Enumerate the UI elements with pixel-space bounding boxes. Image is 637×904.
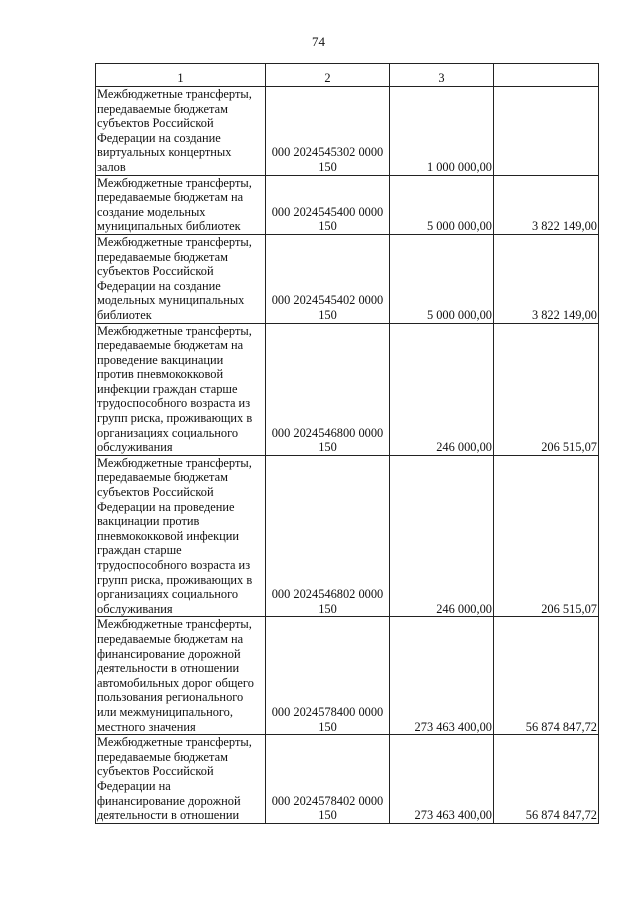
row-amount-planned: 5 000 000,00 — [390, 234, 494, 323]
row-amount-executed: 206 515,07 — [494, 323, 599, 455]
row-amount-executed — [494, 87, 599, 176]
table-row — [96, 87, 599, 176]
row-description — [96, 234, 266, 323]
table-row — [96, 323, 599, 455]
budget-table — [95, 63, 599, 824]
row-code: 000 2024578402 0000 150 — [266, 735, 390, 824]
row-description — [96, 323, 266, 455]
row-code: 000 2024546802 0000 150 — [266, 455, 390, 617]
row-amount-planned: 1 000 000,00 — [390, 87, 494, 176]
table-row — [96, 617, 599, 735]
page-number: 74 — [312, 34, 325, 49]
column-header-1: 1 — [96, 64, 266, 87]
row-description — [96, 455, 266, 617]
row-description-text: Межбюджетные трансферты, передаваемые бюджетам на проведение вакцинации против пневмококковой инфекции граждан старше трудоспособного возраста из групп риска, проживающих в организациях социального обслуживания — [97, 323, 253, 455]
row-description — [96, 617, 266, 735]
row-description-text: Межбюджетные трансферты, передаваемые бюджетам субъектов Российской Федерации на проведение вакцинации против пневмококковой инфекции граждан старше трудоспособного возраста из групп риска, проживающих в организациях социального обслуживания — [97, 455, 253, 616]
column-header-3: 3 — [390, 64, 494, 87]
row-amount-executed: 56 874 847,72 — [494, 735, 599, 824]
row-amount-executed: 206 515,07 — [494, 455, 599, 617]
row-code: 000 2024545400 0000 150 — [266, 175, 390, 234]
row-amount-executed: 3 822 149,00 — [494, 175, 599, 234]
row-code: 000 2024546800 0000 150 — [266, 323, 390, 455]
row-description — [96, 735, 266, 824]
row-description-text: Межбюджетные трансферты, передаваемые бюджетам на создание модельных муниципальных библиотек — [97, 175, 252, 234]
row-amount-planned: 273 463 400,00 — [390, 735, 494, 824]
row-code: 000 2024545402 0000 150 — [266, 234, 390, 323]
row-amount-planned: 273 463 400,00 — [390, 617, 494, 735]
row-description — [96, 175, 266, 234]
column-header-4 — [494, 64, 599, 87]
row-description-text: Межбюджетные трансферты, передаваемые бюджетам субъектов Российской Федерации на создание виртуальных концертных залов — [97, 87, 252, 174]
row-code: 000 2024578400 0000 150 — [266, 617, 390, 735]
row-code: 000 2024545302 0000 150 — [266, 87, 390, 176]
row-description-text: Межбюджетные трансферты, передаваемые бюджетам субъектов Российской Федерации на создание модельных муниципальных библиотек — [97, 234, 252, 322]
table-row — [96, 175, 599, 234]
table-row — [96, 735, 599, 824]
table-row — [96, 455, 599, 617]
row-description — [96, 87, 266, 176]
row-amount-planned: 246 000,00 — [390, 323, 494, 455]
column-header-2: 2 — [266, 64, 390, 87]
row-amount-executed: 3 822 149,00 — [494, 234, 599, 323]
table-row — [96, 234, 599, 323]
row-description-text: Межбюджетные трансферты, передаваемые бюджетам на финансирование дорожной деятельности в отношении автомобильных дорог общего пользования регионального или межмуниципального, местного значения — [97, 617, 254, 734]
row-amount-planned: 246 000,00 — [390, 455, 494, 617]
row-amount-executed: 56 874 847,72 — [494, 617, 599, 735]
row-description-text: Межбюджетные трансферты, передаваемые бюджетам субъектов Российской Федерации на финансирование дорожной деятельности в отношении — [97, 735, 252, 823]
row-amount-planned: 5 000 000,00 — [390, 175, 494, 234]
table-header-row — [96, 64, 599, 87]
